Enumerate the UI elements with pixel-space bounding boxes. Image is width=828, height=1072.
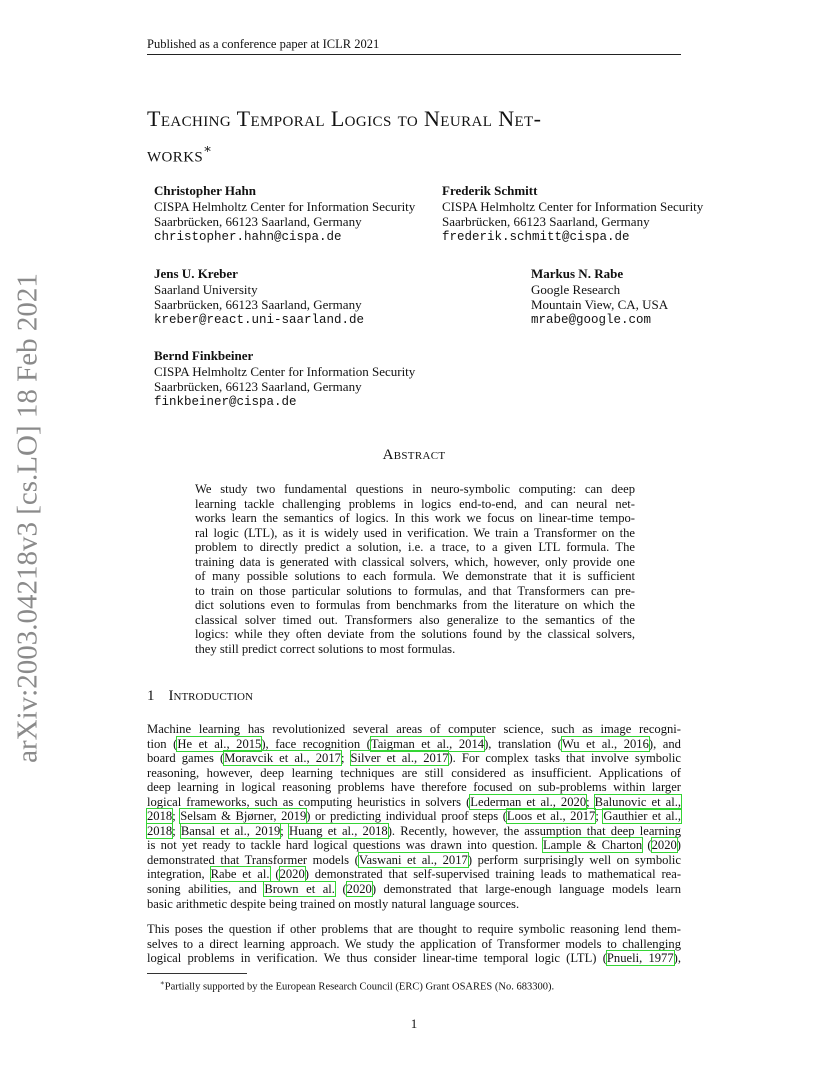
citation-link[interactable]: 2020 <box>279 867 305 882</box>
text-run: ; <box>280 823 289 838</box>
text-line <box>147 795 681 810</box>
citation-link[interactable]: Bansal et al., 2019 <box>180 823 281 838</box>
citation-link[interactable]: 2020 <box>651 838 677 853</box>
citation-link[interactable]: 2020 <box>346 882 372 897</box>
text-run: logical problems in verification. We thus consider linear-time temporal logic (LTL) ( <box>147 951 607 966</box>
citation-link[interactable]: Selsam & Bjørner, 2019 <box>180 809 307 824</box>
title-line-1: Teaching Temporal Logics to Neural Net- <box>147 106 542 131</box>
author-block <box>531 266 668 328</box>
citation-link[interactable]: Brown et al. <box>264 882 335 897</box>
title-line-2: works <box>147 141 204 167</box>
text-line <box>147 737 681 752</box>
abstract-heading: Abstract <box>382 447 446 463</box>
section-heading <box>147 688 253 705</box>
text-run: ) or predicting individual proof steps ( <box>306 809 507 824</box>
author-name: Jens U. Kreber <box>154 266 238 281</box>
text-run: board games ( <box>147 751 225 766</box>
text-run: logical frameworks, such as computing heuristics in solvers ( <box>147 794 471 809</box>
text-run: ; <box>586 794 595 809</box>
text-run: ( <box>642 838 652 853</box>
author-address: Mountain View, CA, USA <box>531 297 669 312</box>
text-run: soning abilities, and <box>147 882 265 897</box>
text-line <box>147 751 681 766</box>
citation-link[interactable]: Loos et al., 2017 <box>506 809 596 824</box>
text-line <box>147 882 681 897</box>
abstract-line: classical solver timed out. Transformers also generalize to the semantics of the <box>195 612 635 627</box>
citation-link[interactable]: Balunovic et al., <box>594 794 681 809</box>
author-affiliation: CISPA Helmholtz Center for Information Security <box>154 363 416 379</box>
text-run: basic arithmetic despite being trained on mostly natural language sources. <box>147 896 520 911</box>
citation-link[interactable]: Pnueli, 1977 <box>606 951 674 966</box>
text-run: selves to a direct learning approach. We study the application of Transformer models to challenging <box>147 936 681 951</box>
text-run: ) demonstrated that large-enough language models learn <box>371 882 681 897</box>
author-block <box>154 183 415 245</box>
author-name: Markus N. Rabe <box>531 266 624 281</box>
citation-link[interactable]: Lederman et al., 2020 <box>470 794 587 809</box>
intro-paragraph <box>147 922 681 966</box>
text-line <box>147 867 681 882</box>
abstract-line: to train on those particular solutions to formulas, and that Transformers can pre- <box>195 583 635 598</box>
text-line <box>147 824 681 839</box>
text-run: ), translation ( <box>484 736 562 751</box>
abstract-line: works learn the semantics of logics. In this work we focus on linear-time tempo- <box>195 511 635 526</box>
abstract-line: learning tackle challenging problems in logics end-to-end, and can neural net- <box>195 496 635 511</box>
footnote <box>160 977 554 994</box>
text-line <box>147 937 681 952</box>
text-line <box>147 766 681 781</box>
running-header: Published as a conference paper at ICLR 2021 <box>147 36 681 55</box>
abstract-line: ral logic (LTL), as it is widely used in verification. We train a Transformer on the <box>195 525 635 540</box>
text-run: ) demonstrated that self-supervised training leads to mathematical rea- <box>304 867 682 882</box>
author-address: Saarbrücken, 66123 Saarland, Germany <box>154 379 362 394</box>
citation-link[interactable]: 2018 <box>147 809 173 824</box>
title-footnote-mark: ∗ <box>203 141 213 156</box>
author-block <box>442 183 703 245</box>
abstract-line: of many possible solutions to each formula. We demonstrate that it is sufficient <box>195 569 635 584</box>
paper-title <box>147 104 707 169</box>
text-run: ) <box>676 838 681 853</box>
citation-link[interactable]: Lample & Charton <box>542 838 643 853</box>
abstract-line: they still predict correct solutions to most formulas. <box>195 642 456 657</box>
citation-link[interactable]: Gauthier et al., <box>603 809 681 824</box>
citation-link[interactable]: He et al., 2015 <box>177 736 262 751</box>
citation-link[interactable]: 2018 <box>147 823 173 838</box>
author-address: Saarbrücken, 66123 Saarland, Germany <box>154 214 362 229</box>
footnote-mark: ∗ <box>160 979 165 987</box>
text-line <box>147 853 681 868</box>
text-run: This poses the question if other problems that are thought to require symbolic reasoning lend them- <box>147 922 681 936</box>
text-line <box>147 897 681 912</box>
section-number: 1 <box>147 688 155 704</box>
text-run: tion ( <box>147 736 178 751</box>
text-line <box>147 722 681 737</box>
text-line <box>147 951 681 966</box>
text-line <box>147 838 681 853</box>
text-run: ) perform surprisingly well on symbolic <box>467 852 681 867</box>
author-address: Saarbrücken, 66123 Saarland, Germany <box>154 297 362 312</box>
author-name: Bernd Finkbeiner <box>154 348 254 363</box>
text-run: ), and <box>648 736 681 751</box>
footnote-text: Partially supported by the European Research Council (ERC) Grant OSARES (No. 683300). <box>164 981 555 993</box>
author-email[interactable]: kreber@react.uni-saarland.de <box>154 312 365 327</box>
citation-link[interactable]: Huang et al., 2018 <box>288 823 388 838</box>
arxiv-stamp: arXiv:2003.04218v3 [cs.LO] 18 Feb 2021 <box>11 273 44 763</box>
text-run: ), <box>673 951 681 966</box>
section-title: Introduction <box>168 688 253 704</box>
text-line <box>147 809 681 824</box>
text-run: ( <box>334 882 347 897</box>
author-name: Frederik Schmitt <box>442 183 538 198</box>
text-run: ; <box>172 823 181 838</box>
author-name: Christopher Hahn <box>154 183 256 198</box>
author-address: Saarbrücken, 66123 Saarland, Germany <box>442 214 650 229</box>
text-run: Machine learning has revolutionized several areas of computer science, such as image recogni- <box>147 722 681 736</box>
author-affiliation: Google Research <box>531 281 621 297</box>
page-number: 1 <box>410 1016 418 1031</box>
text-run: ). Recently, however, the assumption that deep learning <box>387 823 681 838</box>
text-run: ; <box>595 809 604 824</box>
author-email[interactable]: mrabe@google.com <box>531 312 652 327</box>
citation-link[interactable]: Silver et al., 2017 <box>350 751 449 766</box>
text-run: ). For complex tasks that involve symbolic <box>448 751 681 766</box>
author-block <box>154 348 415 410</box>
text-run: demonstrated that Transformer models ( <box>147 852 359 867</box>
abstract-line: dict solutions even to formulas from benchmarks from the literature on which the <box>195 598 635 613</box>
author-affiliation: CISPA Helmholtz Center for Information Security <box>442 198 704 214</box>
abstract-line: We study two fundamental questions in neuro-symbolic computing: can deep <box>195 482 635 496</box>
footnote-rule <box>147 973 247 974</box>
abstract-line: training data is generated with classical solvers, which, however, only provide one <box>195 554 635 569</box>
abstract-line: problem to directly predict a solution, i.e. a trace, to a given LTL formula. The <box>195 540 635 555</box>
citation-link[interactable]: Taigman et al., 2014 <box>370 736 485 751</box>
text-run: reasoning, however, deep learning techniques are still considered as insufficient. Applications of <box>147 765 681 780</box>
abstract-line: logics: while they often deviate from the solutions found by the classical solvers, <box>195 627 635 642</box>
author-affiliation: CISPA Helmholtz Center for Information Security <box>154 198 416 214</box>
text-line <box>147 922 681 937</box>
text-run: ; <box>340 751 351 766</box>
text-run: ; <box>172 809 181 824</box>
text-run: ( <box>269 867 280 882</box>
text-run: ), face recognition ( <box>261 736 371 751</box>
author-email[interactable]: frederik.schmitt@cispa.de <box>442 229 630 244</box>
author-block <box>154 266 364 328</box>
abstract-body <box>195 482 635 657</box>
text-run: integration, <box>147 867 211 882</box>
citation-link[interactable]: Wu et al., 2016 <box>561 736 649 751</box>
text-line <box>147 780 681 795</box>
author-email[interactable]: finkbeiner@cispa.de <box>154 394 297 409</box>
citation-link[interactable]: Rabe et al. <box>210 867 270 882</box>
intro-paragraph <box>147 722 681 911</box>
text-run: deep learning in logical reasoning problems have therefore focused on sub-problems within larger <box>147 780 681 795</box>
text-run: is not yet ready to tackle hard logical questions was drawn into question. <box>147 838 543 853</box>
citation-link[interactable]: Vaswani et al., 2017 <box>358 852 468 867</box>
author-affiliation: Saarland University <box>154 281 258 297</box>
author-email[interactable]: christopher.hahn@cispa.de <box>154 229 342 244</box>
citation-link[interactable]: Moravcik et al., 2017 <box>224 751 341 766</box>
